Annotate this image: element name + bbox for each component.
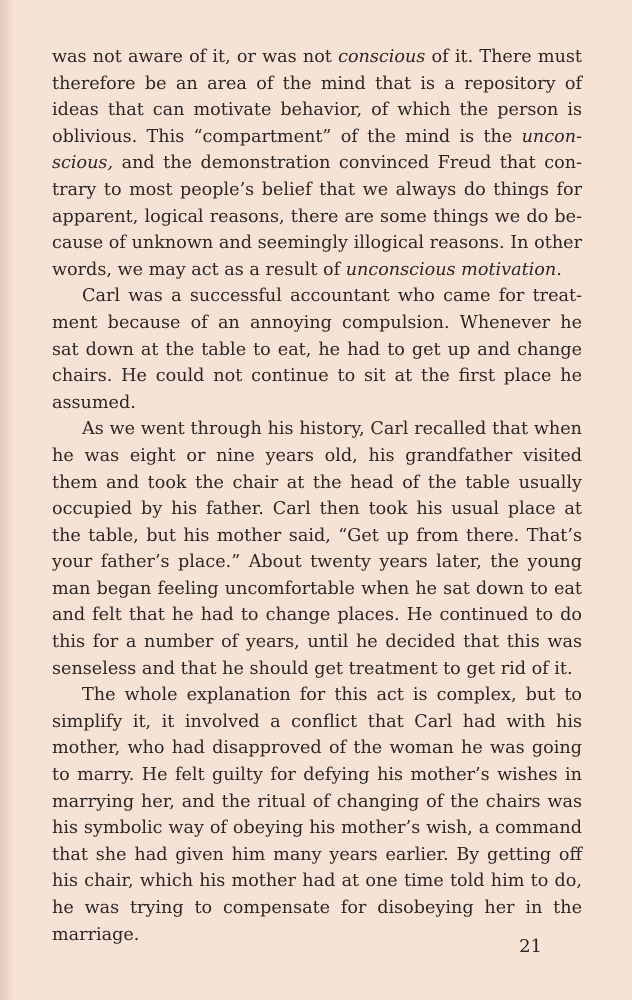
paragraph — [52, 682, 582, 948]
text-segment: As we went through his history, Carl recalled that when he was eight or nine years old, his grandfather visited them and took the chair at the head of the table usually occupied by his father. Carl then took his usual place at the table, but his mother said, “Get up from there. That’s your father’s place.” About twenty years later, the young man began feeling uncomfortable when he sat down to eat and felt that he had to change places. He continued to do this for a number of years, until he decided that this was senseless and that he should get treatment to get rid of it. — [52, 419, 582, 679]
italic-term: conscious — [338, 47, 426, 67]
page-number: 21 — [519, 936, 542, 957]
paragraph — [52, 416, 582, 682]
paragraph — [52, 44, 582, 283]
page-gutter-shadow — [0, 0, 14, 1000]
italic-term: unconscious, — [52, 126, 582, 174]
text-segment: The whole explanation for this act is complex, but to simplify it, it involved a conflict that Carl had with his mother, who had disapproved of the woman he was going to marry. He felt guilty for defying his mother’s wishes in marrying her, and the ritual of changing of the chairs was his symbolic way of obeying his mother’s wish, a command that she had given him many years earlier. By getting off his chair, which his mother had at one time told him to do, he was trying to compensate for disobeying her in the marriage. — [52, 685, 582, 945]
text-segment: and the demonstration convinced Freud that contrary to most people’s belief that we always do things for apparent, logical reasons, there are some things we do because of unknown and seemingly illogical reasons. In other words, we may act as a result of — [52, 153, 582, 280]
text-segment: Carl was a successful accountant who came for treatment because of an annoying compulsion. Whenever he sat down at the table to eat, he had to get up and change chairs. He could not continue to sit at the first place he assumed. — [52, 286, 582, 413]
text-segment: was not aware of it, or was not — [52, 47, 339, 67]
text-segment: of it. There must therefore be an area of the mind that is a repository of ideas that can motivate behavior, of which the person is oblivious. This “compartment” of the mind is the — [52, 47, 582, 147]
italic-term: unconscious motivation. — [345, 259, 562, 280]
page-body-text — [52, 44, 582, 948]
paragraph — [52, 283, 582, 416]
